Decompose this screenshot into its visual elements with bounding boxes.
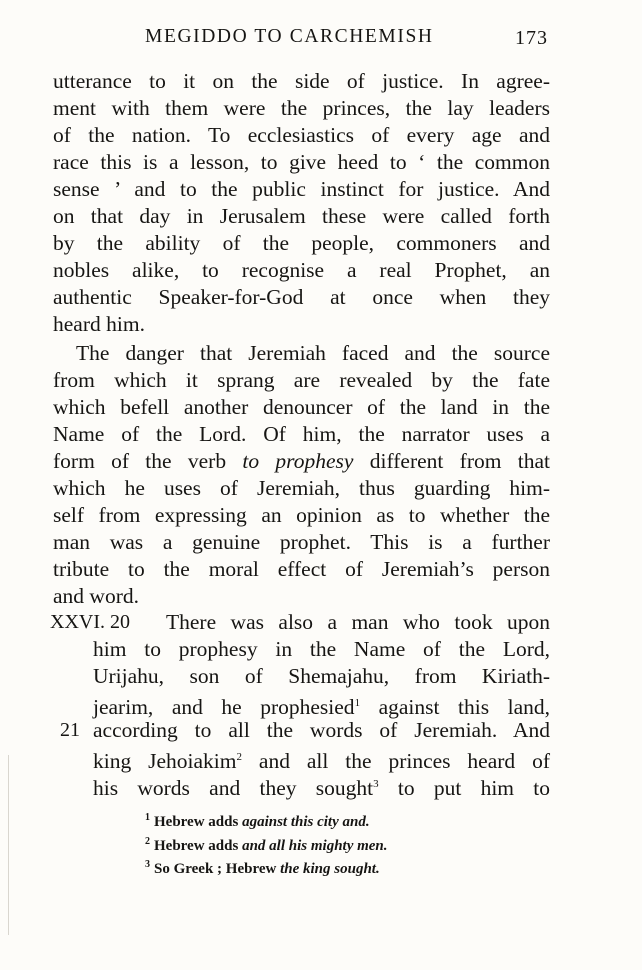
footnote-reference-3[interactable]: 3	[373, 778, 379, 790]
footnote-marker: 2	[145, 836, 150, 847]
footnote-2	[145, 832, 388, 856]
text-line: race this is a lesson, to give heed to ‘ the common	[53, 150, 550, 174]
text-run: different from that	[353, 449, 551, 473]
verse-line: him to prophesy in the Name of the Lord,	[93, 637, 550, 661]
text-line: on that day in Jerusalem these were called forth	[53, 204, 550, 228]
footnote-italic: the king sought.	[280, 861, 380, 877]
text-line: Name of the Lord. Of him, the narrator uses a	[53, 422, 550, 446]
text-line	[53, 448, 550, 475]
footnote-italic: and all his mighty men.	[242, 838, 388, 854]
italic-phrase: to prophesy	[242, 449, 354, 473]
footnote-text: Hebrew adds	[154, 814, 243, 830]
verse-line: according to all the words of Jeremiah. And	[93, 718, 550, 742]
chapter-verse-reference: XXVI. 20	[50, 611, 130, 633]
text-run: to put him to	[378, 776, 550, 800]
text-line: by the ability of the people, commoners and	[53, 231, 550, 255]
text-line: nobles alike, to recognise a real Prophet, an	[53, 258, 550, 282]
text-line: which befell another denouncer of the land in the	[53, 395, 550, 419]
text-run: king Jehoiakim	[93, 749, 237, 773]
footnote-1	[145, 808, 370, 832]
footnote-marker: 1	[145, 812, 150, 823]
text-run: form of the verb	[53, 449, 243, 473]
footnote-text: Hebrew adds	[154, 838, 243, 854]
footnote-reference-1[interactable]: 1	[354, 697, 361, 709]
verse-line	[93, 690, 550, 717]
text-line: of the nation. To ecclesiastics of every age and	[53, 123, 550, 147]
footnote-3	[145, 855, 380, 879]
text-line: man was a genuine prophet. This is a further	[53, 530, 550, 554]
text-line: authentic Speaker-for-God at once when they	[53, 285, 550, 309]
text-line: self from expressing an opinion as to whether the	[53, 503, 550, 527]
text-line: The danger that Jeremiah faced and the source	[76, 341, 550, 365]
text-line: utterance to it on the side of justice. In agree-	[53, 69, 550, 93]
verse-line: Urijahu, son of Shemajahu, from Kiriath-	[93, 664, 550, 688]
text-run: his words and they sought	[93, 776, 374, 800]
text-run: and all the princes heard of	[242, 749, 550, 773]
verse-line	[93, 771, 550, 798]
page-header	[0, 26, 642, 56]
text-line: and word.	[53, 584, 139, 608]
footnote-text: So Greek ; Hebrew	[154, 861, 281, 877]
footnote-reference-2[interactable]: 2	[236, 751, 243, 763]
text-line: from which it sprang are revealed by the fate	[53, 368, 550, 392]
text-run: against this land,	[360, 695, 551, 719]
scan-edge-mark	[8, 755, 9, 935]
verse-number-21: 21	[60, 719, 80, 741]
page-number: 173	[515, 27, 548, 49]
text-line: tribute to the moral effect of Jeremiah’s person	[53, 557, 550, 581]
text-line: which he uses of Jeremiah, thus guarding him-	[53, 476, 550, 500]
text-line: sense ’ and to the public instinct for justice. And	[53, 177, 550, 201]
verse-line: There was also a man who took upon	[166, 610, 550, 634]
text-line: ment with them were the princes, the lay leaders	[53, 96, 550, 120]
footnote-italic: against this city and.	[242, 814, 370, 830]
text-line: heard him.	[53, 312, 145, 336]
text-run: jearim, and he prophesied	[93, 695, 355, 719]
footnote-marker: 3	[145, 859, 150, 870]
running-title: MEGIDDO TO CARCHEMISH	[145, 26, 434, 47]
verse-line	[93, 744, 550, 771]
